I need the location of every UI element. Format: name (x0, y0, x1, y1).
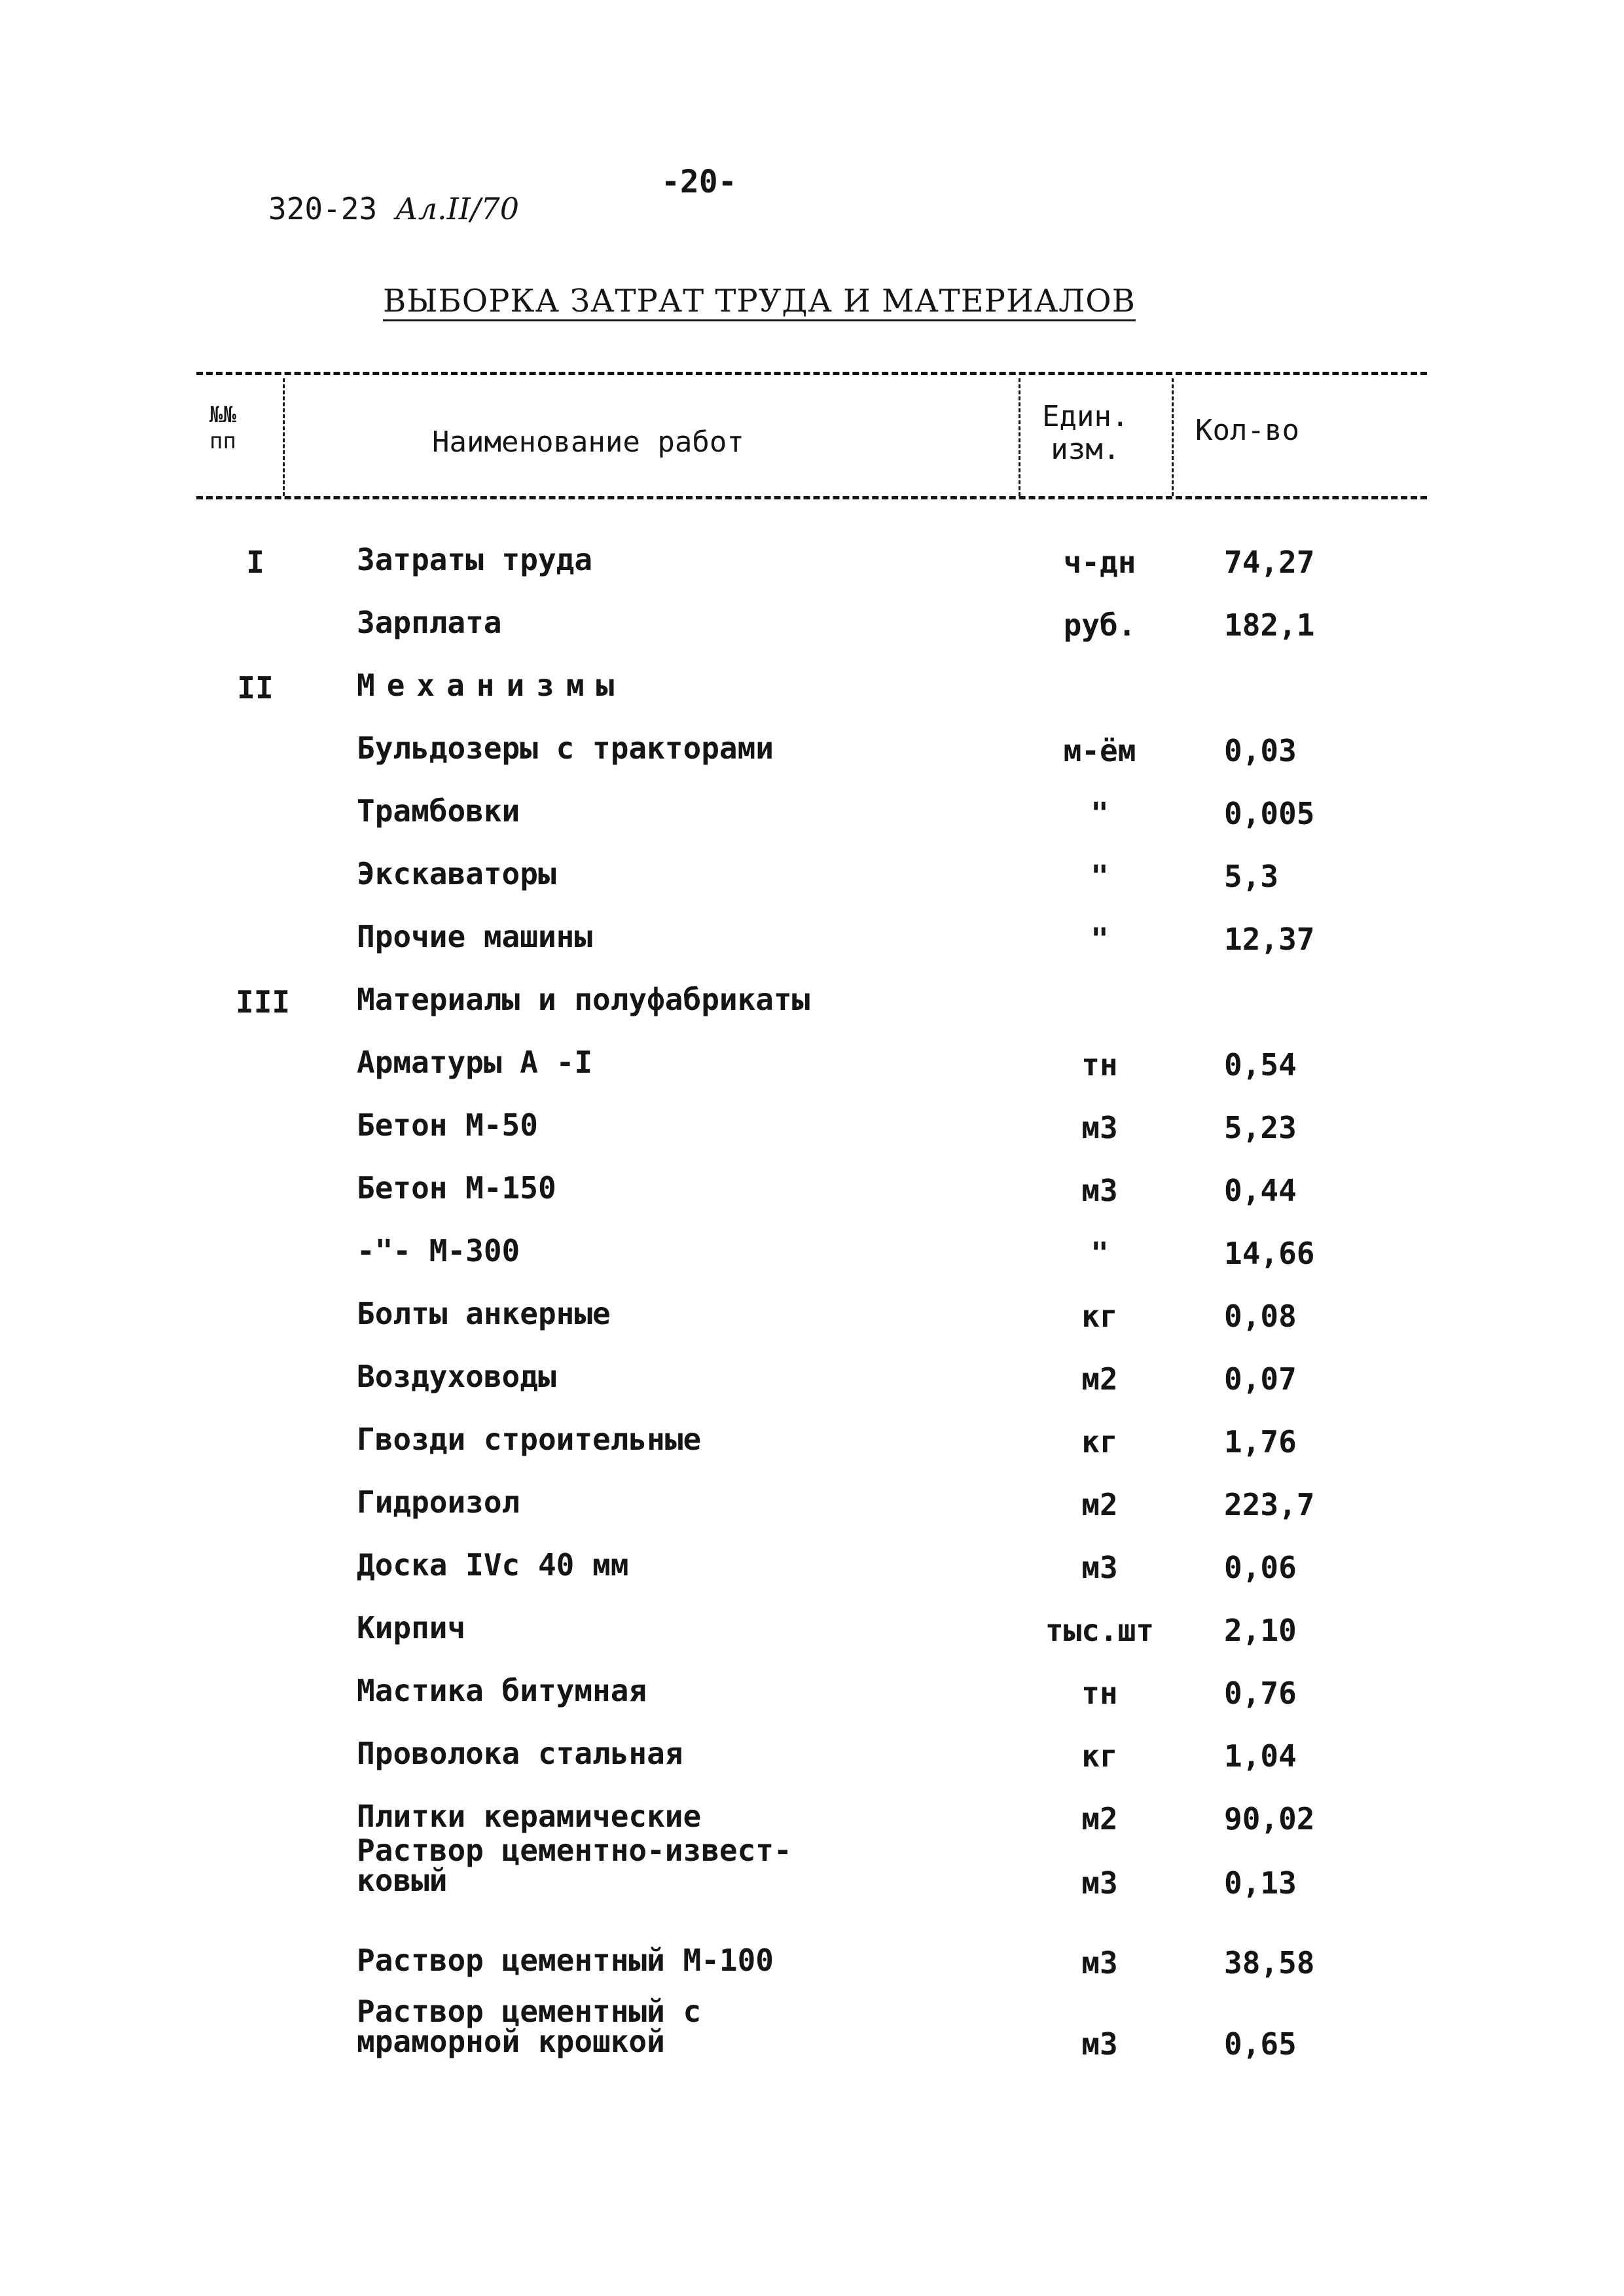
header-divider-3 (1172, 378, 1174, 496)
column-header-quantity: Кол-во (1195, 414, 1299, 447)
row-quantity: 1,04 (1224, 1738, 1297, 1774)
row-name: Гидроизол (357, 1484, 520, 1520)
row-name: Проволока стальная (357, 1736, 683, 1771)
row-name: Мастика битумная (357, 1673, 647, 1708)
table-row (0, 856, 1624, 922)
table-row (0, 730, 1624, 796)
column-header-unit (1042, 401, 1128, 466)
table-row (0, 1945, 1624, 2008)
row-unit: м3 (1081, 1945, 1118, 1981)
row-quantity: 14,66 (1224, 1236, 1315, 1271)
row-name: -"- М-300 (357, 1233, 520, 1268)
column-header-number (209, 402, 236, 454)
row-quantity: 182,1 (1224, 607, 1315, 643)
row-quantity: 0,13 (1224, 1865, 1297, 1901)
table-row (0, 1673, 1624, 1738)
table-row (0, 542, 1624, 607)
table-row (0, 1170, 1624, 1236)
row-quantity: 5,23 (1224, 1110, 1297, 1145)
row-quantity: 1,76 (1224, 1424, 1297, 1460)
row-number: I (246, 545, 264, 580)
row-unit: м3 (1081, 1550, 1118, 1585)
table-row (0, 1296, 1624, 1361)
row-name: Раствор цементный с мраморной крошкой (357, 1994, 702, 2059)
table-row (0, 1833, 1624, 1927)
row-name: Арматуры А -I (357, 1045, 593, 1080)
table-row (0, 1610, 1624, 1676)
row-name: Плитки керамические (357, 1799, 702, 1834)
row-quantity: 0,76 (1224, 1676, 1297, 1711)
table-row (0, 1547, 1624, 1613)
table-row (0, 1484, 1624, 1550)
row-quantity: 0,08 (1224, 1299, 1297, 1334)
sheet-reference: Ал.II/70 (395, 191, 519, 226)
row-unit: тн (1081, 1676, 1118, 1711)
column-header-name: Наименование работ (432, 425, 744, 459)
doc-number: 320-23 (268, 191, 378, 226)
row-name: Кирпич (357, 1610, 466, 1645)
row-quantity: 12,37 (1224, 922, 1315, 957)
row-name: Зарплата (357, 605, 502, 640)
table-row (0, 1738, 1624, 1801)
row-unit: м3 (1081, 1173, 1118, 1208)
row-number: III (236, 984, 291, 1020)
row-unit: " (1091, 1236, 1109, 1271)
table-row (0, 1424, 1624, 1487)
row-name: Экскаваторы (357, 856, 556, 891)
row-unit: м2 (1081, 1487, 1118, 1522)
row-unit: м2 (1081, 1801, 1118, 1837)
row-name: Бульдозеры с тракторами (357, 730, 774, 766)
row-unit: м3 (1081, 1865, 1118, 1901)
row-unit: м2 (1081, 1361, 1118, 1397)
table-row (0, 1047, 1624, 1110)
row-name: Трамбовки (357, 793, 520, 829)
row-unit: м3 (1081, 2026, 1118, 2062)
row-name: Бетон М-50 (357, 1107, 538, 1143)
table-row (0, 984, 1624, 1047)
column-header-number-line2: пп (209, 428, 236, 454)
column-header-unit-line1: Един. (1042, 400, 1129, 433)
header-divider-1 (283, 378, 285, 496)
row-name: Раствор цементно-извест- ковый (357, 1833, 792, 1898)
row-quantity: 90,02 (1224, 1801, 1315, 1837)
header-bottom-rule (196, 496, 1427, 499)
row-quantity: 0,65 (1224, 2026, 1297, 2062)
row-unit: " (1091, 796, 1109, 831)
row-quantity: 223,7 (1224, 1487, 1315, 1522)
row-unit: тн (1081, 1047, 1118, 1083)
row-unit: " (1091, 922, 1109, 957)
row-number: II (237, 670, 274, 706)
row-name: Механизмы (357, 668, 626, 703)
row-quantity: 0,03 (1224, 733, 1297, 768)
table-row (0, 670, 1624, 733)
row-name: Болты анкерные (357, 1296, 611, 1331)
row-unit: ч-дн (1063, 545, 1136, 580)
table-row (0, 1233, 1624, 1299)
column-header-number-line1: №№ (209, 402, 236, 428)
row-quantity: 0,44 (1224, 1173, 1297, 1208)
table-row (0, 919, 1624, 984)
table-row (0, 1361, 1624, 1424)
table-row (0, 607, 1624, 670)
row-name: Прочие машины (357, 919, 593, 954)
row-name: Бетон М-150 (357, 1170, 556, 1206)
document-code (268, 191, 519, 226)
row-quantity: 2,10 (1224, 1613, 1297, 1648)
row-quantity: 5,3 (1224, 859, 1279, 894)
row-unit: м-ём (1063, 733, 1136, 768)
row-unit: " (1091, 859, 1109, 894)
row-name: Материалы и полуфабрикаты (357, 982, 810, 1017)
row-name: Гвозди строительные (357, 1422, 702, 1457)
row-unit: кг (1081, 1299, 1118, 1334)
table-row (0, 1994, 1624, 2088)
page-number: -20- (661, 164, 737, 200)
row-quantity: 74,27 (1224, 545, 1315, 580)
row-unit: кг (1081, 1424, 1118, 1460)
column-header-unit-line2: изм. (1051, 433, 1121, 466)
row-quantity: 38,58 (1224, 1945, 1315, 1981)
header-top-rule (196, 372, 1427, 375)
row-unit: тыс.шт (1045, 1613, 1155, 1648)
table-row (0, 1801, 1624, 1864)
table-row (0, 793, 1624, 859)
row-name: Доска IVс 40 мм (357, 1547, 629, 1583)
row-quantity: 0,07 (1224, 1361, 1297, 1397)
row-unit: м3 (1081, 1110, 1118, 1145)
header-divider-2 (1019, 378, 1020, 496)
row-unit: кг (1081, 1738, 1118, 1774)
row-quantity: 0,06 (1224, 1550, 1297, 1585)
row-quantity: 0,005 (1224, 796, 1315, 831)
table-row (0, 1107, 1624, 1173)
row-unit: руб. (1063, 607, 1136, 643)
row-quantity: 0,54 (1224, 1047, 1297, 1083)
row-name: Затраты труда (357, 542, 593, 577)
row-name: Воздуховоды (357, 1359, 556, 1394)
page-title: ВЫБОРКА ЗАТРАТ ТРУДА И МАТЕРИАЛОВ (383, 283, 1136, 319)
row-name: Раствор цементный М-100 (357, 1943, 774, 1978)
